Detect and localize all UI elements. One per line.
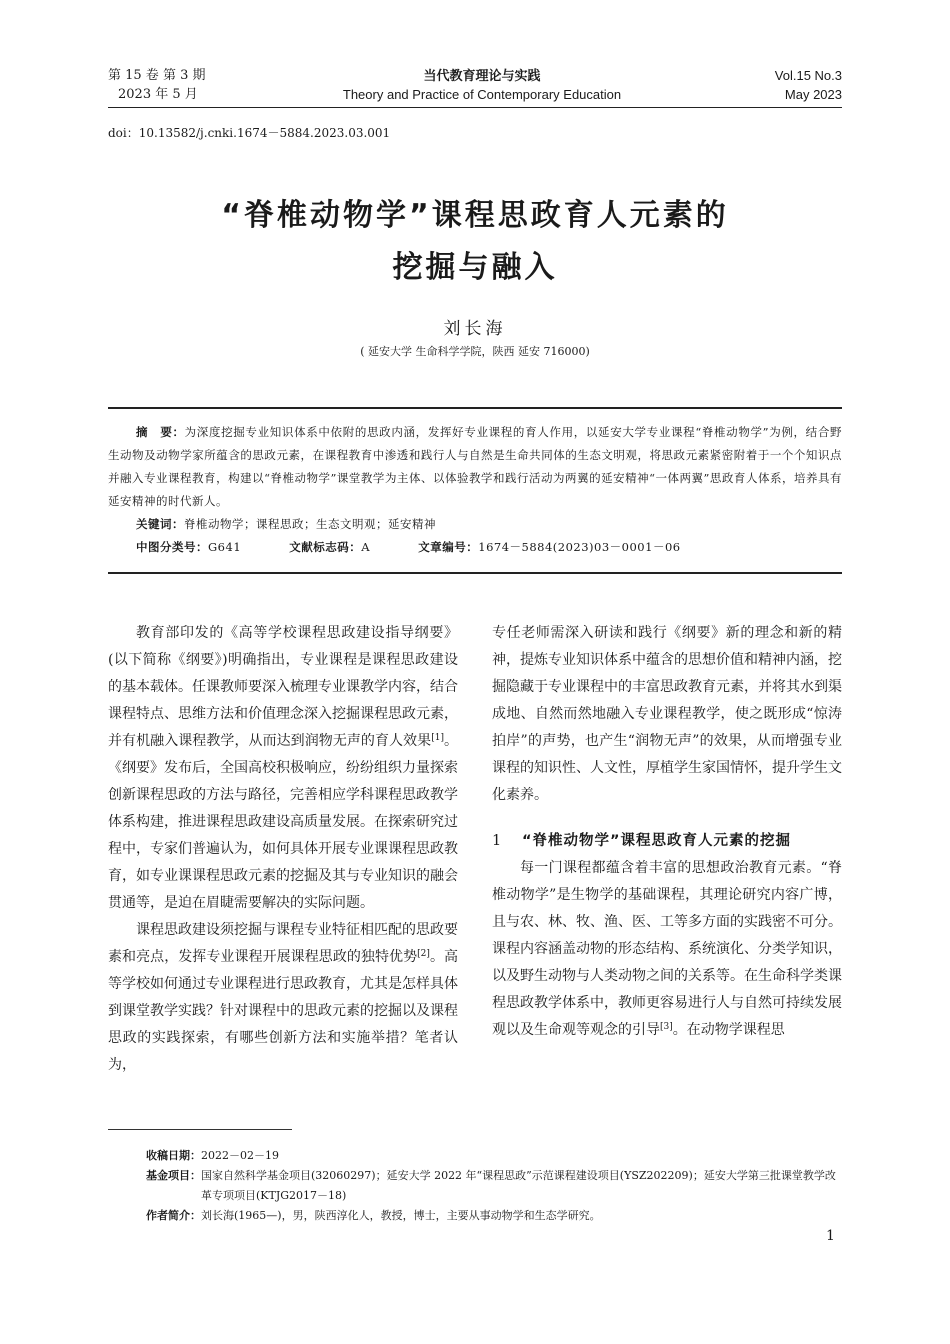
body-paragraph xyxy=(108,917,458,1079)
journal-name-en: Theory and Practice of Contemporary Education xyxy=(342,87,622,102)
abstract-label: 摘 要： xyxy=(136,425,185,439)
body-paragraph xyxy=(492,855,842,1044)
keywords-row xyxy=(108,513,842,536)
title-line-1: “脊椎动物学”课程思政育人元素的 xyxy=(221,198,729,233)
paragraph-text: 。《纲要》发布后，全国高校积极响应，纷纷组织力量探索创新课程思政的方法与路径，完善相应学科课程思政教学体系构建，推进课程思政建设高质量发展。在探索研究过程中，专家们普遍认为，如何具体开展专业课课程思政教育，如专业课课程思政元素的挖掘及其与专业知识的融会贯通等，是迫在眉睫需要解决的实际问题。 xyxy=(108,733,459,911)
clc-item xyxy=(136,540,241,554)
abstract-text: 为深度挖掘专业知识体系中依附的思政内涵，发挥好专业课程的育人作用，以延安大学专业课程“脊椎动物学”为例，结合野生动物及动物学家所蕴含的思政元素，在课程教育中渗透和践行人与自然是生命共同体的生态文明观，将思政元素紧密附着于一个个知识点并融入专业课程教育，构建以“脊椎动物学”课堂教学为主体、以体验教学和践行活动为两翼的延安精神“一体两翼”思政育人体系，培养具有延安精神的时代新人。 xyxy=(108,425,842,508)
article-title xyxy=(108,190,842,294)
section-heading xyxy=(492,827,842,855)
clc-label: 中图分类号： xyxy=(136,540,208,554)
abstract-rule-top xyxy=(108,407,842,409)
footnote-received xyxy=(146,1146,842,1166)
author-affiliation: ( 延安大学 生命科学学院，陕西 延安 716000) xyxy=(360,345,590,358)
citation[interactable]: [3] xyxy=(660,1022,673,1032)
citation[interactable]: [2] xyxy=(417,949,430,959)
doc-code-label: 文献标志码： xyxy=(289,540,362,554)
classification-row xyxy=(108,536,842,559)
journal-issue-en xyxy=(700,66,842,104)
paragraph-text: 。高等学校如何通过专业课程进行思政教育，尤其是怎样具体到课堂教学实践？针对课程中的思政元素的挖掘以及课程思政的实践探索，有哪些创新方法和实施举措？笔者认为， xyxy=(108,949,459,1073)
keywords: 脊椎动物学；课程思政；生态文明观；延安精神 xyxy=(184,517,436,531)
volume-issue-en: Vol.15 No.3 xyxy=(774,68,842,83)
page-number: 1 xyxy=(826,1228,835,1244)
footnote-fund xyxy=(146,1166,842,1206)
doi[interactable]: doi：10.13582/j.cnki.1674－5884.2023.03.001 xyxy=(108,126,391,140)
abstract-rule-bottom xyxy=(108,572,842,574)
article-no-item xyxy=(418,540,680,554)
paragraph-text: 每一门课程都蕴含着丰富的思想政治教育元素。“脊椎动物学”是生物学的基础课程，其理论研究内容广博，且与农、林、牧、渔、医、工等多方面的实践密不可分。课程内容涵盖动物的形态结构、系统演化、分类学知识，以及野生动物与人类动物之间的关系等。在生命科学类课程思政教学体系中，教师更容易进行人与自然可持续发展观以及生命观等观念的引导 xyxy=(492,860,842,1038)
doc-code-value: A xyxy=(361,540,371,554)
paragraph-text: 课程思政建设须挖掘与课程专业特征相匹配的思政要素和亮点，发挥专业课程开展课程思政的独特优势 xyxy=(108,922,458,965)
footnote-author xyxy=(146,1206,842,1226)
body-paragraph xyxy=(108,620,458,917)
author-bio-text: 刘长海(1965—)，男，陕西淳化人，教授，博士，主要从事动物学和生态学研究。 xyxy=(201,1209,601,1222)
header-divider xyxy=(108,107,842,108)
section-title: “脊椎动物学”课程思政育人元素的挖掘 xyxy=(522,833,792,849)
citation[interactable]: [1] xyxy=(431,733,444,743)
received-date: 2022－02－19 xyxy=(201,1149,279,1162)
volume-issue-cn: 第 15 卷 第 3 期 xyxy=(108,68,206,83)
journal-name-cn: 当代教育理论与实践 xyxy=(423,68,541,83)
fund-label: 基金项目： xyxy=(146,1169,201,1182)
article-no-value: 1674－5884(2023)03－0001－06 xyxy=(478,540,681,554)
abstract-paragraph xyxy=(108,421,842,513)
fund-text: 国家自然科学基金项目(32060297)；延安大学 2022 年“课程思政”示范课程建设项目(YSZ202209)；延安大学第三批课堂教学改革专项项目(KTJG2017－18) xyxy=(201,1169,836,1202)
author-name: 刘长海 xyxy=(443,319,507,339)
keywords-label: 关键词： xyxy=(136,517,184,531)
date-cn: 2023 年 5 月 xyxy=(118,87,198,102)
doc-code-item xyxy=(289,540,370,554)
section-number: 1 xyxy=(492,833,502,849)
footnotes xyxy=(146,1146,842,1226)
body-paragraph: 专任老师需深入研读和践行《纲要》新的理念和新的精神，提炼专业知识体系中蕴含的思想价值和精神内涵，挖掘隐藏于专业课程中的丰富思政教育元素，并将其水到渠成地、自然而然地融入专业课程教学，使之既形成“惊涛拍岸”的声势，也产生“润物无声”的效果，从而增强专业课程的知识性、人文性，厚植学生家国情怀，提升学生文化素养。 xyxy=(492,625,842,803)
journal-issue-cn xyxy=(108,66,205,104)
title-line-2: 挖掘与融入 xyxy=(392,250,558,285)
received-label: 收稿日期： xyxy=(146,1149,201,1162)
paragraph-text: 教育部印发的《高等学校课程思政建设指导纲要》(以下简称《纲要》)明确指出，专业课程是课程思政建设的基本载体。任课教师要深入梳理专业课教学内容，结合课程特点、思维方法和价值理念深入挖掘课程思政元素，并有机融入课程教学，从而达到润物无声的育人效果 xyxy=(108,625,458,749)
date-en: May 2023 xyxy=(784,87,842,102)
article-no-label: 文章编号： xyxy=(418,540,479,554)
footnote-divider xyxy=(108,1129,292,1130)
body-column-left xyxy=(108,620,458,1079)
clc-value: G641 xyxy=(208,540,242,554)
paragraph-text: 。在动物学课程思 xyxy=(672,1022,785,1038)
abstract-block xyxy=(108,421,842,559)
author-bio-label: 作者简介： xyxy=(146,1209,201,1222)
body-column-right xyxy=(492,620,842,1044)
journal-name xyxy=(280,66,684,104)
